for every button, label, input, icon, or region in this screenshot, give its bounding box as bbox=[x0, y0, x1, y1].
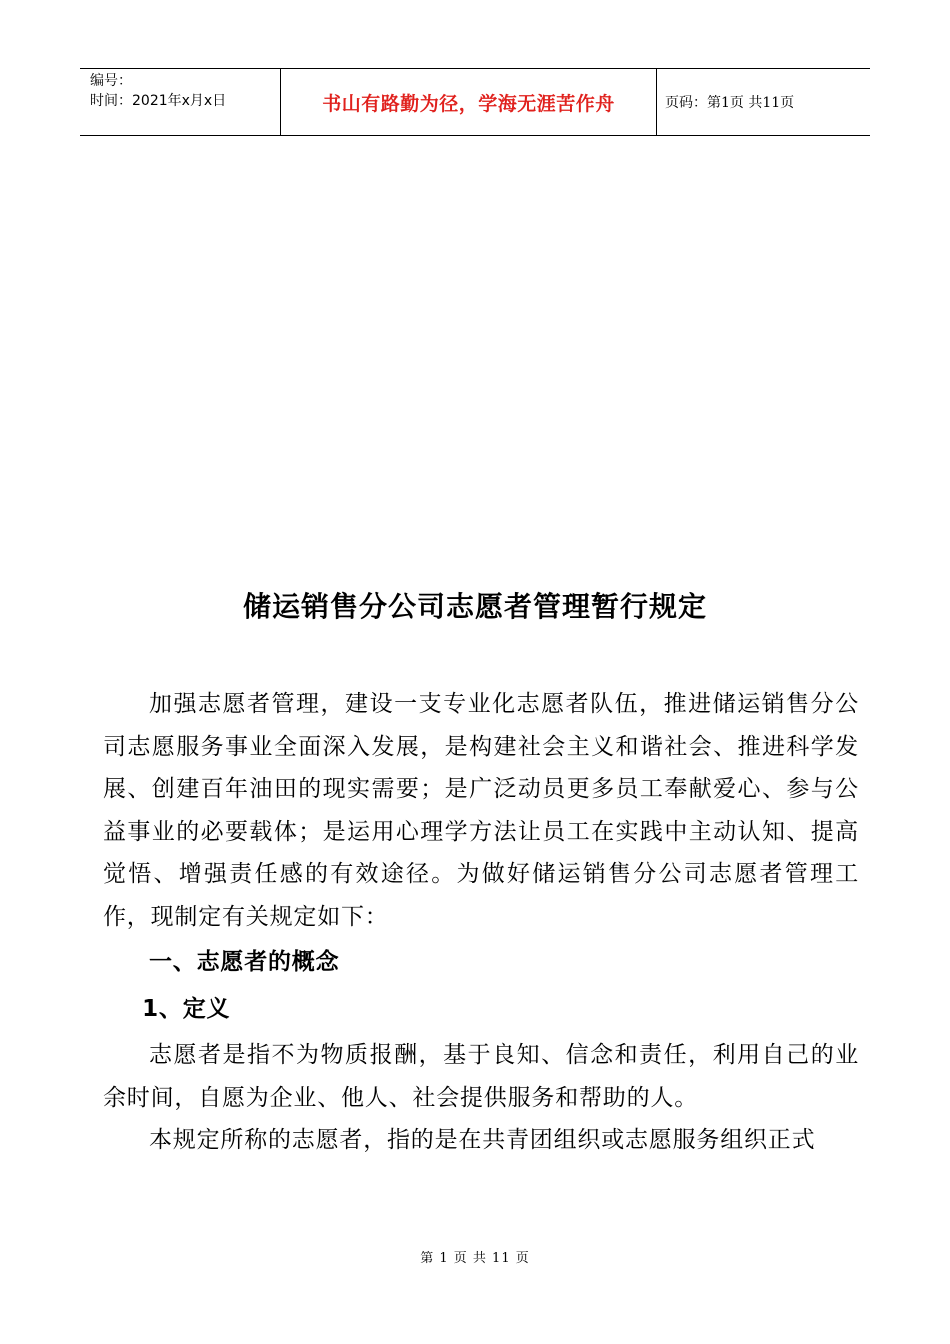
document-number-label: 编号： bbox=[90, 73, 132, 89]
document-body bbox=[103, 683, 859, 1162]
scope-paragraph: 本规定所称的志愿者，指的是在共青团组织或志愿服务组织正式 bbox=[149, 1127, 816, 1153]
header-meta-cell bbox=[80, 69, 281, 135]
section-heading: 一、志愿者的概念 bbox=[149, 949, 340, 975]
definition-paragraph: 志愿者是指不为物质报酬，基于良知、信念和责任，利用自己的业余时间，自愿为企业、他人、社会提供服务和帮助的人。 bbox=[103, 1042, 859, 1111]
intro-paragraph: 加强志愿者管理，建设一支专业化志愿者队伍，推进储运销售分公司志愿服务事业全面深入发展，是构建社会主义和谐社会、推进科学发展、创建百年油田的现实需要；是广泛动员更多员工奉献爱心、参与公益事业的必要载体；是运用心理学方法让员工在实践中主动认知、提高觉悟、增强责任感的有效途径。为做好储运销售分公司志愿者管理工作，现制定有关规定如下： bbox=[103, 691, 859, 930]
header-motto: 书山有路勤为径，学海无涯苦作舟 bbox=[281, 69, 657, 135]
document-title: 储运销售分公司志愿者管理暂行规定 bbox=[242, 590, 707, 623]
header-page-info: 页码：第1页 共11页 bbox=[665, 95, 795, 111]
page-footer: 第 1 页 共 11 页 bbox=[420, 1251, 530, 1266]
subsection-heading: 1、定义 bbox=[142, 995, 231, 1022]
document-header bbox=[80, 68, 870, 136]
document-time-label: 时间：2021年x月x日 bbox=[90, 93, 227, 109]
